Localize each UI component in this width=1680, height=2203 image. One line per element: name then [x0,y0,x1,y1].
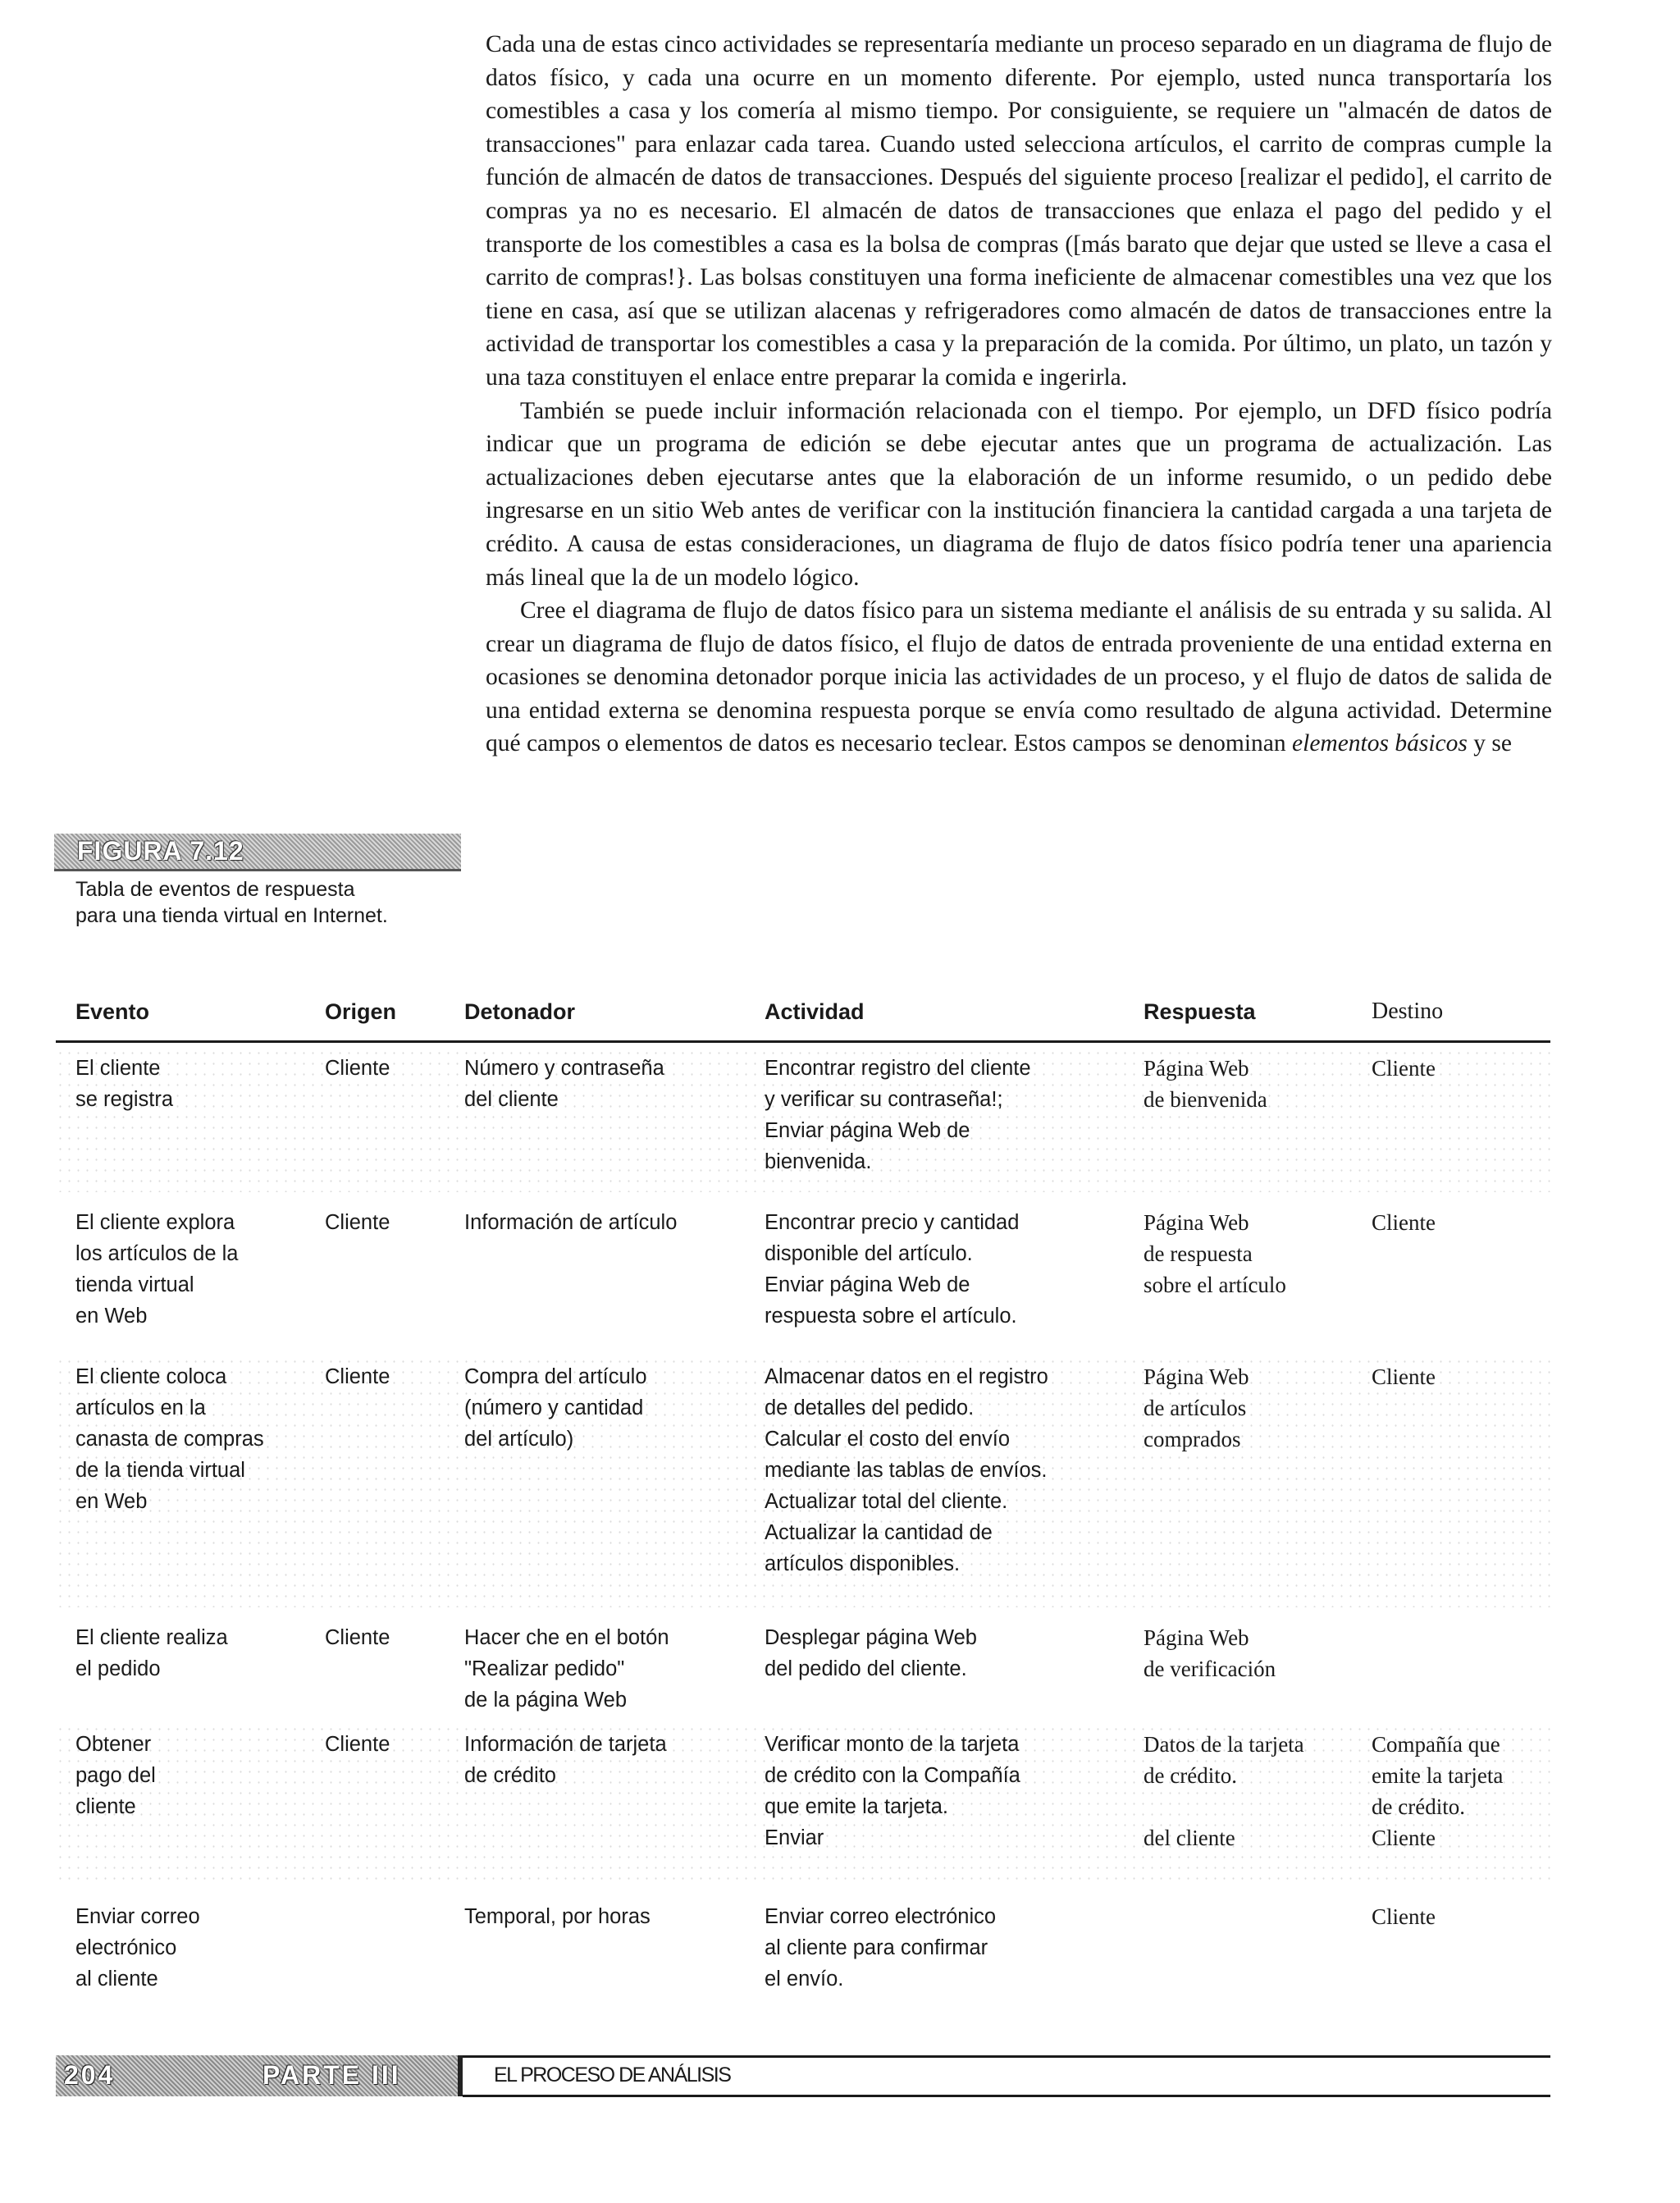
cell-line: de crédito con la Compañía [765,1764,1020,1787]
cell-origen [325,1207,456,1238]
cell-respuesta [1144,1053,1381,1115]
cell-actividad [765,1901,1125,1995]
cell-line: artículos disponibles. [765,1552,961,1575]
cell-evento [75,1622,313,1684]
cell-line: los artículos de la [75,1242,239,1265]
cell-line: Cliente [1372,1904,1436,1929]
body-text [486,28,1552,761]
cell-line: Cliente [1372,1364,1436,1389]
cell-line: artículos en la [75,1396,206,1419]
cell-line: electrónico [75,1936,177,1959]
cell-line: Página Web [1144,1625,1249,1650]
cell-line: Página Web [1144,1210,1249,1235]
cell-line: Compañía que [1372,1732,1500,1757]
cell-detonador [464,1207,760,1238]
cell-line: Página Web [1144,1056,1249,1081]
emphasis-elementos-basicos: elementos básicos [1292,730,1468,757]
footer-band [56,2055,463,2096]
header-respuesta: Respuesta [1144,999,1256,1024]
page-footer [56,2055,1550,2105]
cell-line: El cliente [75,1057,161,1080]
cell-origen [325,1622,456,1653]
cell-line: Cliente [1372,1826,1436,1850]
paragraph-2: También se puede incluir información relacionada con el tiempo. Por ejemplo, un DFD físico podría indicar que un programa de edición se debe ejecutar antes que un programa de actualización. Las actualizaciones deben ejecutarse antes que la elaboración de un informe resumido, o un pedido debe ingresarse en un sitio Web antes de verificar con la institución financiera la cantidad cargada a una tarjeta de crédito. A causa de estas consideraciones, un diagrama de flujo de datos físico podría tener una apariencia más lineal que la de un modelo lógico. [486,397,1552,591]
table-body [56,1043,1550,2006]
cell-line: Página Web [1144,1364,1249,1389]
cell-actividad [765,1053,1125,1177]
cell-line: disponible del artículo. [765,1242,973,1265]
cell-actividad [765,1361,1125,1579]
table-header [56,993,1550,1043]
part-label: PARTE III [262,2060,401,2090]
cell-line: del pedido del cliente. [765,1657,967,1680]
cell-line: Enviar correo electrónico [765,1905,997,1928]
page-number: 204 [64,2060,116,2090]
cell-detonador [464,1622,760,1716]
cell-line: pago del [75,1764,156,1787]
cell-line: se registra [75,1088,174,1111]
cell-line: (número y cantidad [464,1396,644,1419]
cell-line: que emite la tarjeta. [765,1795,948,1818]
cell-line: Cliente [325,1626,390,1649]
cell-line: de crédito [464,1764,556,1787]
cell-line: Obtener [75,1733,152,1756]
cell-line: Cliente [1372,1056,1436,1081]
cell-line: Compra del artículo [464,1365,647,1388]
cell-evento [75,1729,313,1822]
cell-line: emite la tarjeta [1372,1763,1504,1788]
cell-line: Hacer che en el botón [464,1626,669,1649]
cell-line: de verificación [1144,1657,1276,1681]
cell-destino [1372,1053,1549,1084]
cell-line: Encontrar precio y cantidad [765,1211,1020,1234]
cell-origen [325,1361,456,1392]
cell-line: Enviar correo [75,1905,200,1928]
cell-line: Encontrar registro del cliente [765,1057,1031,1080]
cell-line: sobre el artículo [1144,1273,1286,1297]
cell-line: de respuesta [1144,1241,1253,1266]
cell-line: respuesta sobre el artículo. [765,1305,1017,1328]
cell-line: Cliente [325,1057,390,1080]
cell-line: El cliente realiza [75,1626,228,1649]
cell-line: Enviar página Web de [765,1119,970,1142]
figure-caption: Tabla de eventos de respuesta para una tienda virtual en Internet. [75,878,388,927]
cell-respuesta [1144,1207,1381,1300]
cell-line: Calcular el costo del envío [765,1428,1011,1451]
cell-line: de detalles del pedido. [765,1396,975,1419]
cell-line: comprados [1144,1427,1241,1451]
table-row [56,1351,1550,1612]
cell-respuesta [1144,1729,1381,1853]
table-row [56,1612,1550,1719]
figure-label: FIGURA 7.12 [54,834,461,871]
cell-line: de artículos [1144,1396,1247,1420]
cell-line: Temporal, por horas [464,1905,651,1928]
cell-respuesta [1144,1622,1381,1684]
table-row [56,1719,1550,1891]
cell-detonador [464,1729,760,1791]
header-origen: Origen [325,999,397,1024]
cell-line: de la tienda virtual [75,1459,245,1482]
cell-line: al cliente [75,1968,158,1990]
cell-line: Actualizar total del cliente. [765,1490,1008,1513]
section-title: EL PROCESO DE ANÁLISIS [494,2064,731,2086]
cell-line: Actualizar la cantidad de [765,1521,993,1544]
cell-line: tienda virtual [75,1273,194,1296]
table-row [56,1197,1550,1351]
cell-line: cliente [75,1795,136,1818]
cell-destino [1372,1901,1549,1932]
cell-line: Información de artículo [464,1211,678,1234]
cell-line: del cliente [1144,1826,1235,1850]
cell-line: canasta de compras [75,1428,264,1451]
cell-line: de bienvenida [1144,1087,1267,1112]
cell-actividad [765,1729,1125,1853]
cell-actividad [765,1622,1125,1684]
cell-line: "Realizar pedido" [464,1657,625,1680]
header-detonador: Detonador [464,999,575,1024]
cell-destino [1372,1729,1549,1853]
cell-actividad [765,1207,1125,1332]
cell-line: El cliente explora [75,1211,235,1234]
cell-line: bienvenida. [765,1150,872,1173]
table-row [56,1043,1550,1197]
cell-line: de crédito. [1144,1763,1237,1788]
cell-line: Cliente [325,1365,390,1388]
cell-line: Datos de la tarjeta [1144,1732,1304,1757]
cell-line: del cliente [464,1088,559,1111]
cell-origen [325,1053,456,1084]
cell-line: Cliente [325,1211,390,1234]
header-actividad: Actividad [765,999,865,1024]
cell-destino [1372,1207,1549,1238]
response-events-table [56,993,1550,2006]
cell-evento [75,1361,313,1517]
cell-line: de la página Web [464,1689,628,1712]
cell-origen [325,1729,456,1760]
cell-line: y verificar su contraseña!; [765,1088,1003,1111]
paragraph-1: Cada una de estas cinco actividades se representaría mediante un proceso separado en un diagrama de flujo de datos físico, y cada una ocurre en un momento diferente. Por ejemplo, usted nunca transportaría los comestibles a casa y los comería al mismo tiempo. Por consiguiente, se requiere un "almacén de datos de transacciones" para enlazar cada tarea. Cuando usted selecciona artículos, el carrito de compras cumple la función de almacén de datos de transacciones. Después del siguiente proceso [realizar el pedido], el carrito de compras ya no es necesario. El almacén de datos de transacciones que enlaza el pago del pedido y el transporte de los comestibles a casa es la bolsa de compras ([más barato que dejar que usted se lleve a casa el carrito de compras!}. Las bolsas constituyen una forma ineficiente de almacenar comestibles una vez que los tiene en casa, así que se utilizan alacenas y refrigeradores como almacén de datos de transacciones entre la actividad de transportar los comestibles a casa y la preparación de la comida. Por último, un plato, un tazón y una taza constituyen el enlace entre preparar la comida e ingerirla. [486,31,1552,391]
cell-evento [75,1053,313,1115]
cell-line: el pedido [75,1657,161,1680]
cell-line [1144,1791,1381,1822]
cell-line: El cliente coloca [75,1365,227,1388]
cell-line: Cliente [1372,1210,1436,1235]
cell-evento [75,1901,313,1995]
cell-respuesta [1144,1361,1381,1455]
cell-detonador [464,1901,760,1932]
cell-destino [1372,1361,1549,1392]
cell-line: mediante las tablas de envíos. [765,1459,1048,1482]
cell-line: Cliente [325,1733,390,1756]
cell-line: Verificar monto de la tarjeta [765,1733,1020,1756]
cell-line: en Web [75,1490,148,1513]
cell-line: Almacenar datos en el registro [765,1365,1048,1388]
footer-rule-top [463,2055,1550,2058]
paragraph-3: Cree el diagrama de flujo de datos físico para un sistema mediante el análisis de su entrada y su salida. Al crear un diagrama de flujo de datos físico, el flujo de datos de entrada proveniente de una entidad externa en ocasiones se denomina detonador porque inicia las actividades de un proceso, y el flujo de datos de salida de una entidad externa se denomina respuesta porque se envía como resultado de alguna actividad. Determine qué campos o elementos de datos es necesario teclear. Estos campos se denominan elementos básicos y se [486,597,1552,757]
cell-line: Desplegar página Web [765,1626,977,1649]
cell-evento [75,1207,313,1332]
cell-line: el envío. [765,1968,844,1990]
cell-line: Enviar [765,1826,824,1849]
cell-line: de crédito. [1372,1794,1465,1819]
cell-line: en Web [75,1305,148,1328]
header-evento: Evento [75,999,150,1024]
cell-line: del artículo) [464,1428,574,1451]
cell-detonador [464,1053,760,1115]
header-destino: Destino [1372,999,1444,1024]
cell-line: Enviar página Web de [765,1273,970,1296]
table-row [56,1891,1550,2006]
cell-detonador [464,1361,760,1455]
cell-line: Información de tarjeta [464,1733,667,1756]
cell-line: al cliente para confirmar [765,1936,988,1959]
cell-line: Número y contraseña [464,1057,664,1080]
footer-rule-bottom [463,2095,1550,2097]
